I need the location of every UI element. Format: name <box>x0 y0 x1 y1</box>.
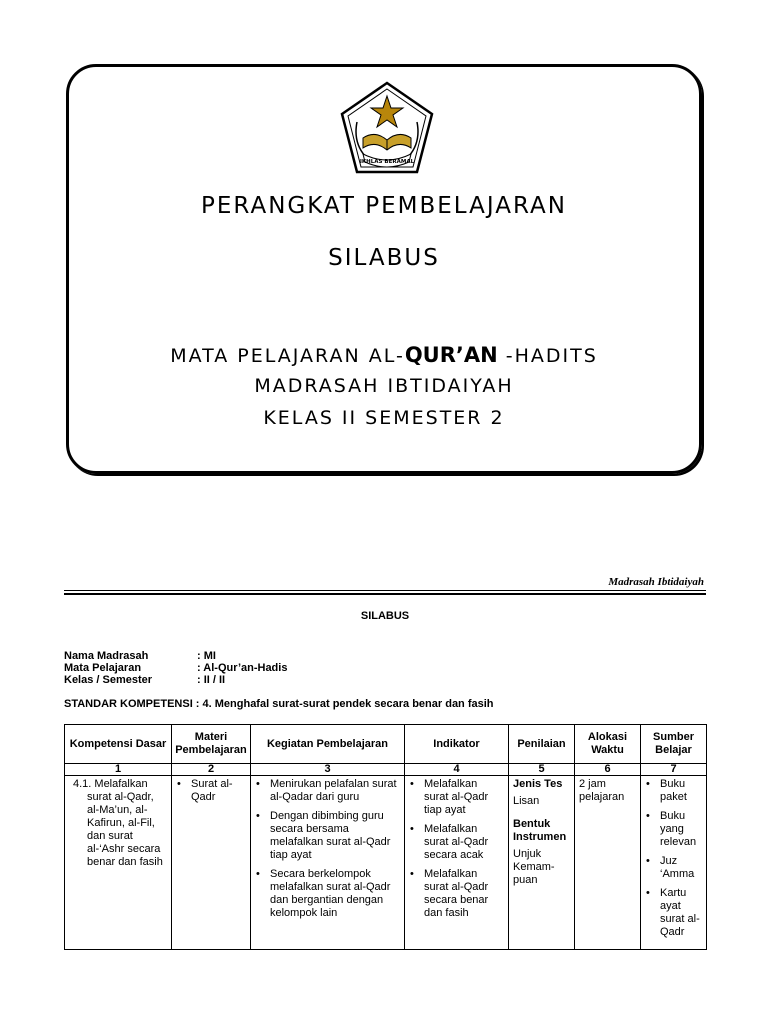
column-number: 6 <box>575 764 641 776</box>
alokasi-cell <box>575 776 641 950</box>
kegiatan-item: • Secara berkelompok melafalkan surat al-Qadr dan bergantian dengan kelompok lain <box>255 868 400 920</box>
kegiatan-item: • Menirukan pelafalan surat al-Qadar dari guru <box>255 778 400 804</box>
column-header: Sumber Belajar <box>641 725 707 764</box>
cover-title: PERANGKAT PEMBELAJARAN <box>201 193 567 219</box>
column-header: Indikator <box>405 725 509 764</box>
cover-subtitle: SILABUS <box>328 245 440 271</box>
sumber-item: • Juz ‘Amma <box>645 855 702 881</box>
kegiatan-item: • Dengan dibimbing guru secara bersama melafalkan surat al-Qadr tiap ayat <box>255 810 400 862</box>
kegiatan-cell <box>251 776 405 950</box>
info-value: : Al-Qur’an-Hadis <box>197 662 288 674</box>
info-value: : II / II <box>197 674 226 686</box>
bentuk-instrumen-value: Unjuk Kemam-puan <box>513 848 555 886</box>
standar-kompetensi: STANDAR KOMPETENSI : 4. Menghafal surat-surat pendek secara benar dan fasih <box>64 698 494 710</box>
column-number: 5 <box>509 764 575 776</box>
cover-school: MADRASAH IBTIDAIYAH <box>254 375 514 397</box>
cover-grade: KELAS II SEMESTER 2 <box>263 407 505 429</box>
table-header-row <box>65 725 707 764</box>
column-number: 2 <box>172 764 251 776</box>
sumber-cell <box>641 776 707 950</box>
info-key: Nama Madrasah <box>64 650 149 662</box>
table-row <box>65 776 707 950</box>
sumber-item: • Buku paket <box>645 778 702 804</box>
column-number: 7 <box>641 764 707 776</box>
info-value: : MI <box>197 650 216 662</box>
column-header: Kompetensi Dasar <box>65 725 172 764</box>
kompetensi-cell <box>65 776 172 950</box>
materi-cell <box>172 776 251 950</box>
column-number: 1 <box>65 764 172 776</box>
cover-subject <box>69 343 699 367</box>
column-header: Kegiatan Pembelajaran <box>251 725 405 764</box>
kompetensi-text: 4.1. Melafalkan surat al-Qadr, al-Ma’un, al-Kafirun, al-Fil, dan surat al-‘Ashr secara benar dan fasih <box>73 778 163 868</box>
bentuk-instrumen-label: Bentuk Instrumen <box>513 818 567 843</box>
materi-item: • Surat al-Qadr <box>176 778 246 804</box>
column-number-row <box>65 764 707 776</box>
ministry-emblem-icon <box>337 80 437 178</box>
alokasi-text: 2 jam pelajaran <box>579 778 625 803</box>
svg-text:IKHLAS BERAMAL: IKHLAS BERAMAL <box>359 159 415 165</box>
indikator-item: • Melafalkan surat al-Qadr secara benar dan fasih <box>409 868 504 920</box>
column-header: Materi Pembelajaran <box>172 725 251 764</box>
header-rule-thick <box>64 593 706 595</box>
jenis-tes-value: Lisan <box>513 795 540 807</box>
sumber-item: • Buku yang relevan <box>645 810 702 849</box>
subject-emphasis: QUR’AN <box>404 343 498 367</box>
indikator-item: • Melafalkan surat al-Qadr secara acak <box>409 823 504 862</box>
penilaian-cell <box>509 776 575 950</box>
subject-suffix: -HADITS <box>497 345 598 367</box>
column-number: 3 <box>251 764 405 776</box>
indikator-cell <box>405 776 509 950</box>
subject-prefix: MATA PELAJARAN AL- <box>170 345 405 367</box>
info-key: Kelas / Semester <box>64 674 153 686</box>
jenis-tes-label: Jenis Tes <box>513 778 563 790</box>
column-header: Penilaian <box>509 725 575 764</box>
column-header: Alokasi Waktu <box>575 725 641 764</box>
column-number: 4 <box>405 764 509 776</box>
indikator-item: • Melafalkan surat al-Qadr tiap ayat <box>409 778 504 817</box>
silabus-table <box>64 724 707 950</box>
info-key: Mata Pelajaran <box>64 662 142 674</box>
cover-box <box>66 64 702 474</box>
header-rule <box>64 590 706 591</box>
page-header-label: Madrasah Ibtidaiyah <box>608 576 704 588</box>
sumber-item: • Kartu ayat surat al-Qadr <box>645 887 702 939</box>
doc-title: SILABUS <box>360 610 410 622</box>
